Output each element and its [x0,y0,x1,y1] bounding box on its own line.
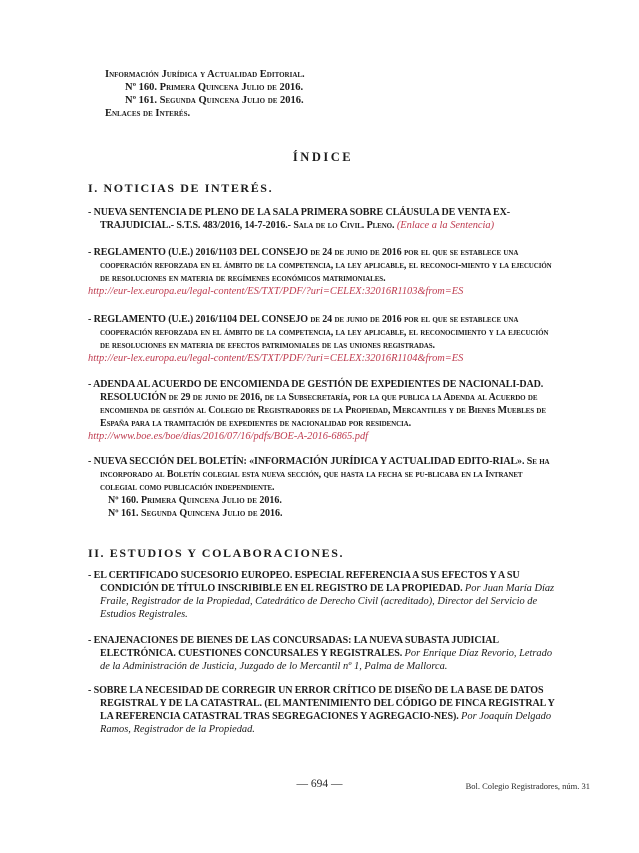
toc-entry [88,378,558,430]
toc-item-reglamento-1103 [88,246,558,298]
toc-item-nueva-seccion [88,455,558,520]
toc-entry [88,455,558,494]
url-link-celex-1104[interactable]: http://eur-lex.europa.eu/legal-content/ES/TXT/PDF/?uri=CELEX:32016R1104&from=ES [88,353,464,364]
footer-page-number: — 694 — [296,778,343,790]
section-estudios-title: II. ESTUDIOS Y COLABORACIONES. [88,546,345,560]
toc-entry [88,684,558,736]
subitem-n161: Nº 161. Segunda Quincena Julio de 2016. [108,508,283,519]
header-line-editorial: Información Jurídica y Actualidad Editorial. [105,69,305,80]
toc-item-sentencia [88,206,558,232]
section-noticias-title: I. NOTICIAS DE INTERÉS. [88,181,274,195]
index-title: ÍNDICE [292,150,354,164]
entry-smallcaps: de 24 de junio de 2016 por el que se establece una cooperación reforzada en el ámbito de la competencia, la ley aplicable, el reconoci-miento y la ejecución de resoluciones en materia de regímenes económicos matrimoniales. [100,247,552,284]
footer-journal-name: Bol. Colegio Registradores, núm. 31 [465,781,590,791]
entry-smallcaps: de 24 de junio de 2016 por el que se establece una cooperación reforzada en el ámbito de la competencia, la ley aplicable, el reconocimiento y la ejecución de resoluciones en materia de efectos patrimoniales de las uniones registradas. [100,314,549,351]
toc-item-error-critico [88,684,558,736]
toc-entry [88,569,558,621]
toc-item-enajenaciones [88,634,558,673]
toc-entry [88,313,558,352]
page-content [88,68,558,736]
enlace-sentencia-link[interactable]: (Enlace a la Sentencia) [396,220,495,231]
toc-entry [88,246,558,285]
entry-title: - REGLAMENTO (U.E.) 2016/1103 DEL CONSEJO [88,247,308,258]
toc-item-certificado-sucesorio [88,569,558,621]
entry-title: - NUEVA SECCIÓN DEL BOLETÍN: «INFORMACIÓN JURÍDICA Y ACTUALIDAD EDITO-RIAL». [88,456,525,467]
subitem-n160: Nº 160. Primera Quincena Julio de 2016. [108,495,282,506]
header-block [105,68,558,120]
author-credit: Por Juan María Díaz Fraile, Registrador de la Propiedad, Catedrático de Derecho Civil (acreditado), Director del Servicio de Estudios Registrales. [100,583,555,620]
author-credit: Por Joaquín Delgado Ramos, Registrador de la Propiedad. [100,711,552,735]
url-link-celex-1103[interactable]: http://eur-lex.europa.eu/legal-content/ES/TXT/PDF/?uri=CELEX:32016R1103&from=ES [88,286,464,297]
toc-entry [88,206,558,232]
entry-title: - NUEVA SENTENCIA DE PLENO DE LA SALA PRIMERA SOBRE CLÁUSULA DE VENTA EX-TRAJUDICIAL.- S.T.S. 483/2016, 14-7-2016.- [88,207,510,231]
entry-title: - SOBRE LA NECESIDAD DE CORREGIR UN ERROR CRÍTICO DE DISEÑO DE LA BASE DE DATOS REGISTRAL Y DE LA CATASTRAL. (EL MANTENIMIENTO DEL CÓDIGO DE FINCA REGISTRAL Y LA REFERENCIA CATASTRAL TRAS SEGREGACIONES Y AGREGACIO-NES). [88,685,555,722]
entry-smallcaps: Se ha incorporado al Boletín colegial esta nueva sección, que hasta la fecha se pu-blicaba en la Intranet colegial como publicación independiente. [100,456,550,493]
toc-item-reglamento-1104 [88,313,558,365]
author-credit: Por Enrique Díaz Revorio, Letrado de la Administración de Justicia, Juzgado de lo Mercantil nº 1, Palma de Mallorca. [100,648,553,672]
header-line-n161: Nº 161. Segunda Quincena Julio de 2016. [125,95,304,106]
toc-item-adenda-nacionalidad [88,378,558,443]
entry-title: - ENAJENACIONES DE BIENES DE LAS CONCURSADAS: LA NUEVA SUBASTA JUDICIAL ELECTRÓNICA. CUESTIONES CONCURSALES Y REGISTRALES. [88,635,499,659]
entry-smallcaps: de 29 de junio de 2016, de la Subsecretaría, por la que publica la Adenda al Acuerdo de encomienda de gestión al Colegio de Registradores de la Propiedad, Mercantiles y de Bienes Muebles de España para la tramitación de expedientes de nacionalidad por residencia. [100,392,546,429]
entry-title: - REGLAMENTO (U.E.) 2016/1104 DEL CONSEJO [88,314,308,325]
entry-smallcaps: Sala de lo Civil. Pleno. [293,220,395,231]
header-line-n160: Nº 160. Primera Quincena Julio de 2016. [125,82,304,93]
entry-title: - EL CERTIFICADO SUCESORIO EUROPEO. ESPECIAL REFERENCIA A SUS EFECTOS Y A SU CONDICIÓN DE TÍTULO INSCRIBIBLE EN EL REGISTRO DE LA PROPIEDAD. [88,570,520,594]
url-link-boe[interactable]: http://www.boe.es/boe/dias/2016/07/16/pdfs/BOE-A-2016-6865.pdf [88,431,369,442]
entry-title: - ADENDA AL ACUERDO DE ENCOMIENDA DE GESTIÓN DE EXPEDIENTES DE NACIONALI-DAD. RESOLUCIÓN [88,379,544,403]
header-line-enlaces: Enlaces de Interés. [105,108,191,119]
toc-entry [88,634,558,673]
